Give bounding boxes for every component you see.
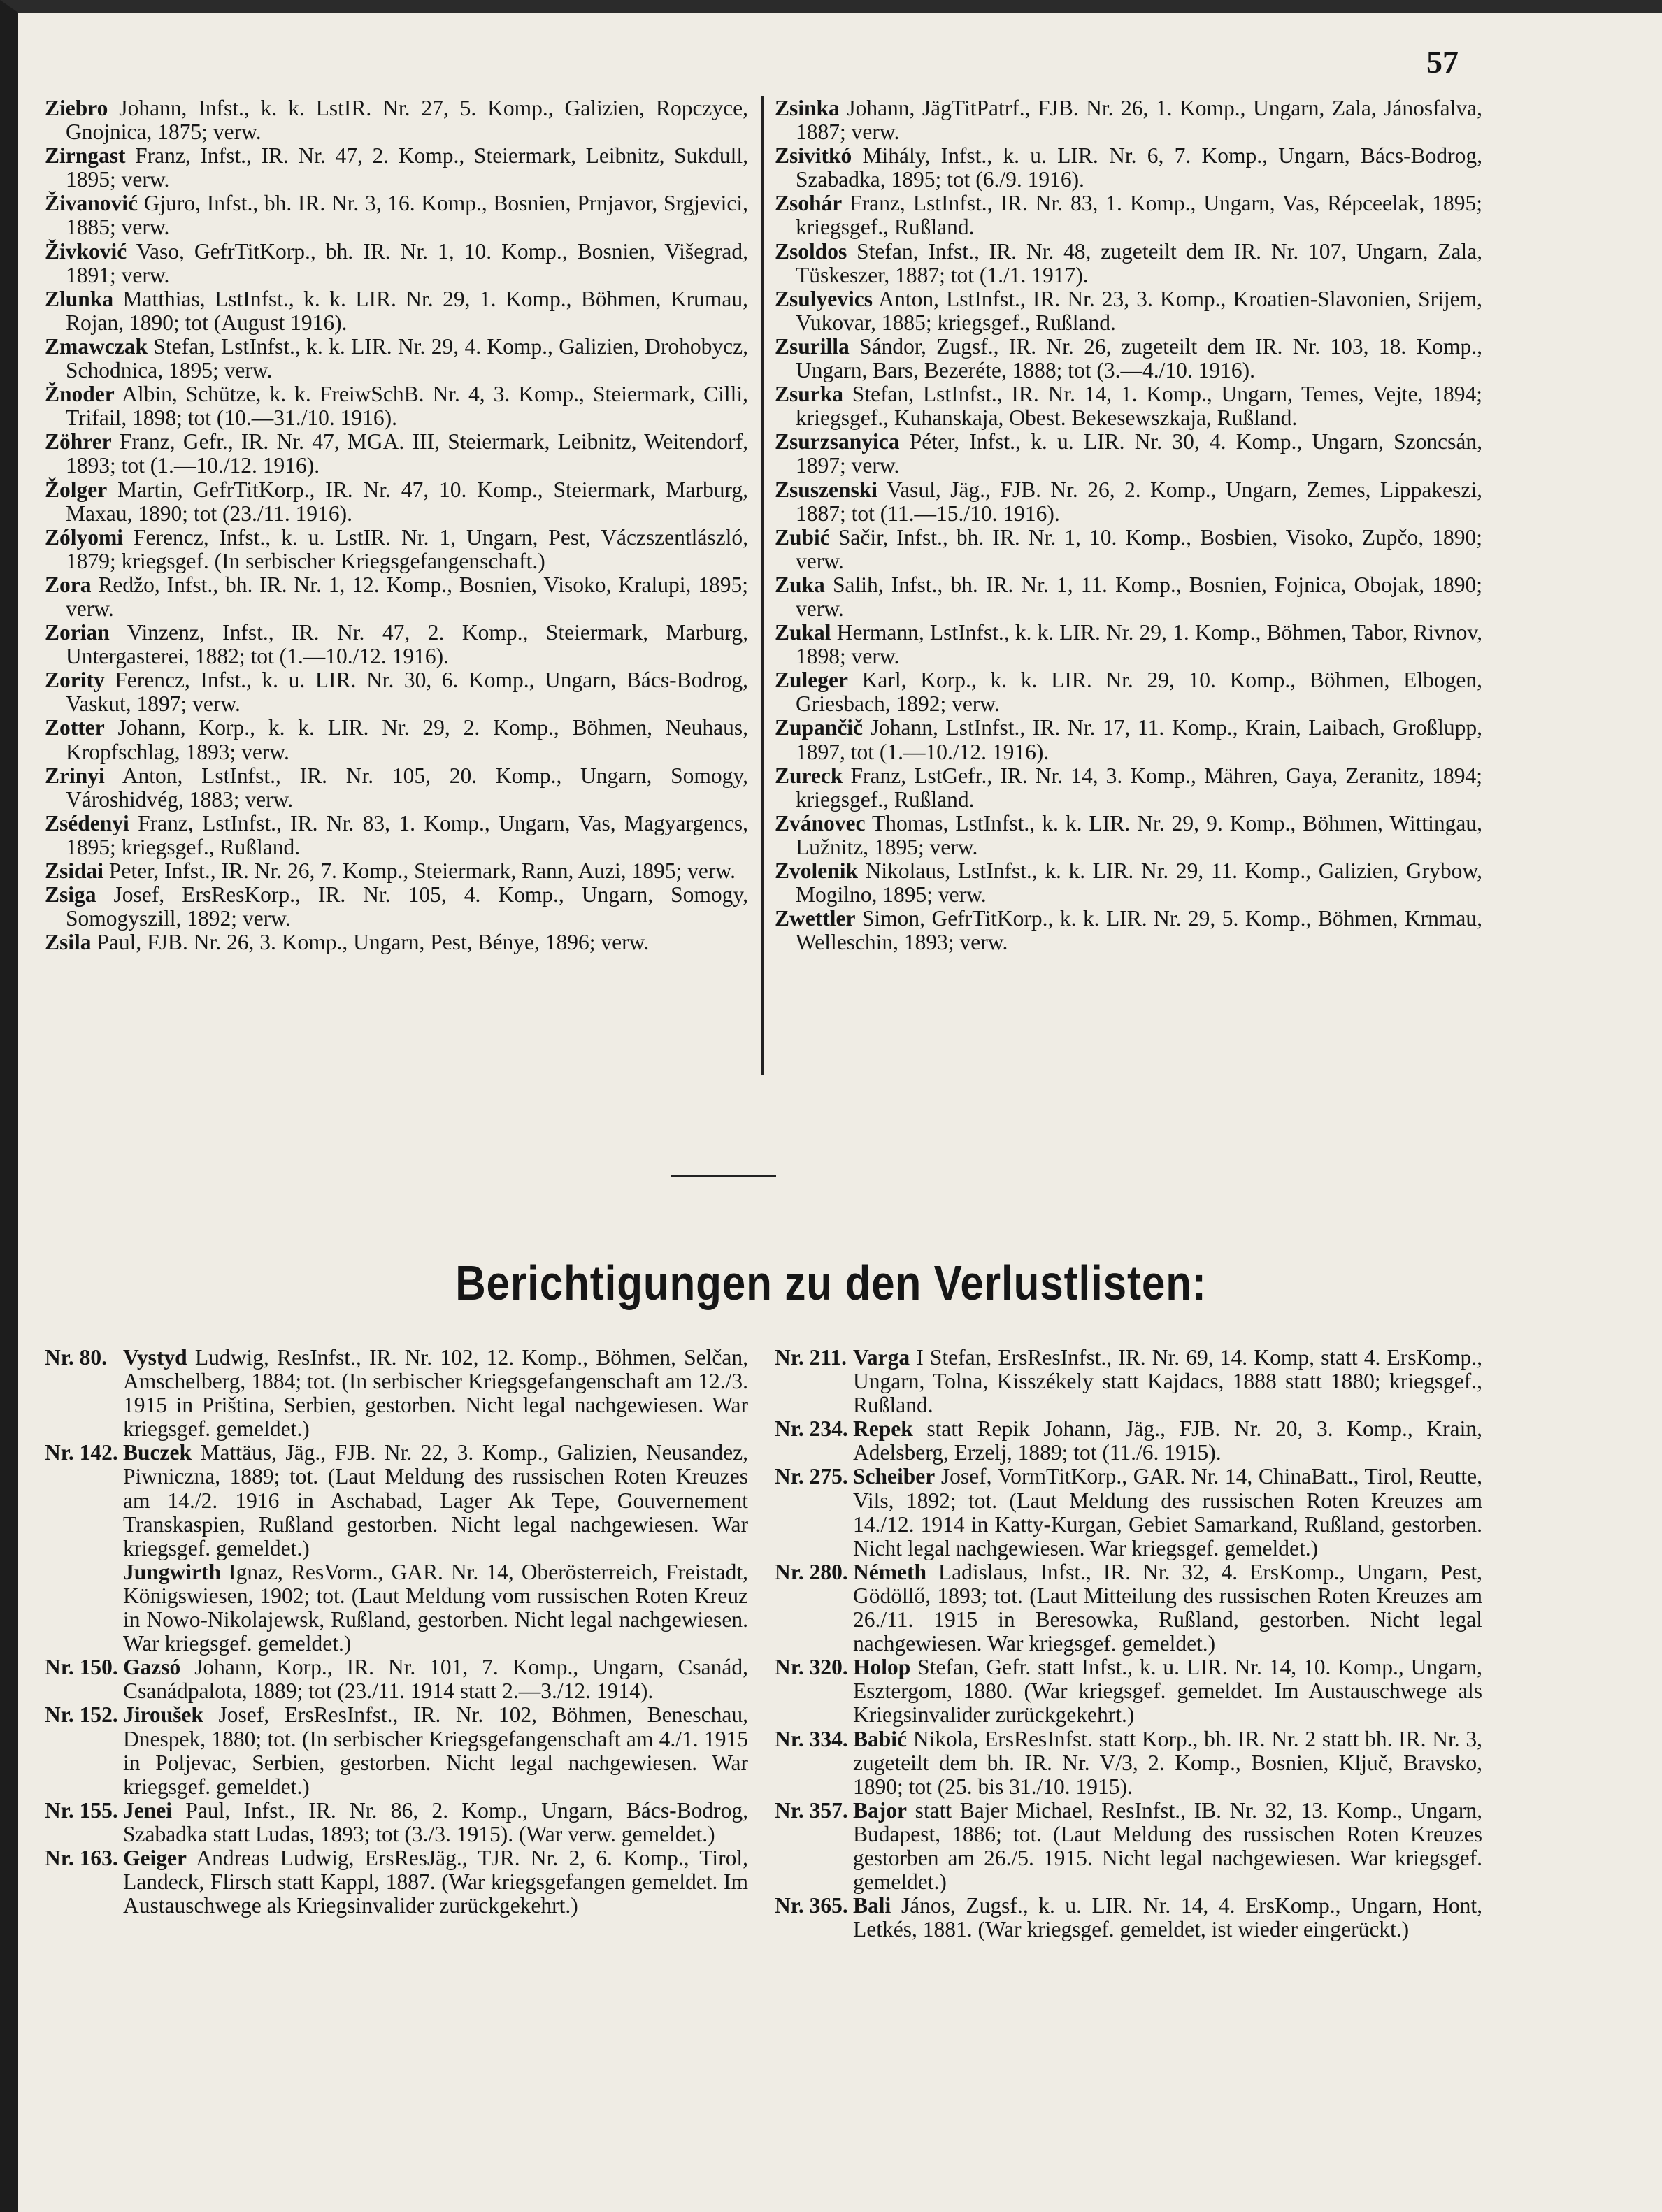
entry-surname: Jiroušek <box>123 1702 203 1728</box>
entry-surname: Zority <box>45 668 105 693</box>
entry-surname: Živanović <box>45 191 138 216</box>
entry-details: Karl, Korp., k. k. LIR. Nr. 29, 10. Komp., Böhmen, Elbogen, Griesbach, 1892; verw. <box>796 668 1482 717</box>
entry-details: János, Zugsf., k. u. LIR. Nr. 14, 4. ErsKomp., Ungarn, Hont, Letkés, 1881. (War kriegsgef. gemeldet, ist wieder eingerückt.) <box>853 1893 1482 1942</box>
column-divider <box>761 96 764 1075</box>
entry-details: Salih, Infst., bh. IR. Nr. 1, 11. Komp., Bosnien, Fojnica, Obojak, 1890; verw. <box>796 572 1482 621</box>
entry-surname: Zsurzsanyica <box>775 429 900 454</box>
list-number: Nr. 280. <box>775 1559 848 1584</box>
entry-surname: Zwettler <box>775 906 856 931</box>
entry-surname: Zsila <box>45 930 92 955</box>
list-entry <box>45 526 748 573</box>
list-entry <box>45 764 748 812</box>
entry-surname: Varga <box>853 1345 910 1370</box>
entry-surname: Bali <box>853 1893 891 1918</box>
corrections-right-column <box>775 1346 1482 1941</box>
entry-surname: Zsurka <box>775 382 844 407</box>
entry-surname: Babić <box>853 1726 908 1751</box>
list-entry <box>45 621 748 668</box>
entry-details: Johann, JägTitPatrf., FJB. Nr. 26, 1. Komp., Ungarn, Zala, Jánosfalva, 1887; verw. <box>796 96 1482 145</box>
entry-details: Stefan, Gefr. statt Infst., k. u. LIR. Nr. 14, 10. Komp., Ungarn, Esztergom, 1880. (War kriegsgef. gemeldet. Im Austauschwege als Kriegsinvalider zurückgekehrt.) <box>853 1655 1482 1728</box>
entry-surname: Zsivitkó <box>775 143 852 168</box>
list-entry <box>775 478 1482 526</box>
entry-details: Matthias, LstInfst., k. k. LIR. Nr. 29, 1. Komp., Böhmen, Krumau, Rojan, 1890; tot (August 1916). <box>66 286 748 335</box>
entry-surname: Zsiga <box>45 882 96 907</box>
entry-details: Vinzenz, Infst., IR. Nr. 47, 2. Komp., Steiermark, Marburg, Untergasterei, 1882; tot (1.—10./12. 1916). <box>66 620 748 669</box>
entry-surname: Zöhrer <box>45 429 112 454</box>
list-entry <box>45 668 748 716</box>
list-number: Nr. 211. <box>775 1345 847 1370</box>
section-divider <box>671 1175 776 1177</box>
entry-surname: Zsinka <box>775 96 840 120</box>
entry-details: Ignaz, ResVorm., GAR. Nr. 14, Oberösterreich, Freistadt, Königswiesen, 1902; tot. (Laut Meldung vom russischen Roten Kreuz in Nowo-Nikolajewsk, Rußland, gestorben. Nicht legal nachgewiesen. War kriegsgef. gemeldet.) <box>123 1559 748 1656</box>
correction-entry <box>775 1728 1482 1799</box>
casualty-list-left-column <box>45 96 748 954</box>
entry-details: Josef, ErsResKorp., IR. Nr. 105, 4. Komp., Ungarn, Somogy, Somogyszill, 1892; verw. <box>66 882 748 931</box>
entry-details: Josef, ErsResInfst., IR. Nr. 102, Böhmen, Beneschau, Dnespek, 1880; tot. (In serbischer Kriegsgefangenschaft am 4./1. 1915 in Poljevac, Serbien, gestorben. Nicht legal nachgewiesen. War kriegsgef. gemeldet.) <box>123 1702 748 1799</box>
corrections-heading: Berichtigungen zu den Verlustlisten: <box>455 1256 1207 1310</box>
entry-details: Johann, Korp., IR. Nr. 101, 7. Komp., Ungarn, Csanád, Csanádpalota, 1889; tot (23./11. 1914 statt 2.—3./12. 1914). <box>123 1655 748 1704</box>
entry-details: Ladislaus, Infst., IR. Nr. 32, 4. ErsKomp., Ungarn, Pest, Gödöllő, 1893; tot. (Laut Mitteilung des russischen Roten Kreuzes am 26./11. 1915 in Beresowka, Rußland, gestorben. Nicht legal nachgewiesen. War kriegsgef. gemeldet.) <box>853 1559 1482 1656</box>
list-entry <box>775 240 1482 287</box>
correction-entry <box>45 1560 748 1656</box>
entry-surname: Zirngast <box>45 143 126 168</box>
entry-surname: Žolger <box>45 477 108 502</box>
entry-details: Nikolaus, LstInfst., k. k. LIR. Nr. 29, 11. Komp., Galizien, Grybow, Mogilno, 1895; verw. <box>796 859 1482 907</box>
correction-entry <box>775 1656 1482 1727</box>
entry-details: statt Repik Johann, Jäg., FJB. Nr. 20, 3. Komp., Krain, Adelsberg, Erzelj, 1889; tot (11./6. 1915). <box>853 1416 1482 1465</box>
entry-details: Stefan, LstInfst., IR. Nr. 14, 1. Komp., Ungarn, Temes, Vejte, 1894; kriegsgef., Kuhanskaja, Obest. Bekesewszkaja, Rußland. <box>796 382 1482 431</box>
list-entry <box>775 192 1482 239</box>
correction-entry <box>775 1417 1482 1465</box>
list-entry <box>775 907 1482 954</box>
list-entry <box>45 335 748 382</box>
list-entry <box>45 144 748 192</box>
entry-surname: Gazsó <box>123 1655 181 1680</box>
correction-entry <box>775 1894 1482 1941</box>
entry-surname: Zsulyevics <box>775 286 873 311</box>
entry-details: Franz, Gefr., IR. Nr. 47, MGA. III, Steiermark, Leibnitz, Weitendorf, 1893; tot (1.—10./12. 1916). <box>66 429 748 478</box>
entry-surname: Zubić <box>775 524 830 550</box>
correction-entry <box>775 1560 1482 1656</box>
list-entry <box>775 764 1482 812</box>
list-entry <box>775 382 1482 430</box>
page-number: 57 <box>1426 44 1459 80</box>
entry-details: Franz, Infst., IR. Nr. 47, 2. Komp., Steiermark, Leibnitz, Sukdull, 1895; verw. <box>66 143 748 192</box>
list-number: Nr. 334. <box>775 1726 848 1751</box>
entry-details: Anton, LstInfst., IR. Nr. 105, 20. Komp., Ungarn, Somogy, Városhidvég, 1883; verw. <box>66 763 748 812</box>
list-entry <box>45 812 748 859</box>
entry-details: Ferencz, Infst., k. u. LstIR. Nr. 1, Ungarn, Pest, Váczszentlászló, 1879; kriegsgef. (In serbischer Kriegsgefangenschaft.) <box>66 524 748 573</box>
list-entry <box>45 287 748 335</box>
entry-surname: Zlunka <box>45 286 114 311</box>
entry-surname: Ziebro <box>45 96 108 120</box>
list-entry <box>775 430 1482 477</box>
entry-details: Péter, Infst., k. u. LIR. Nr. 30, 4. Komp., Ungarn, Szoncsán, 1897; verw. <box>796 429 1482 478</box>
entry-surname: Vystyd <box>123 1345 187 1370</box>
correction-entry <box>45 1346 748 1441</box>
list-entry <box>45 573 748 621</box>
entry-details: Vasul, Jäg., FJB. Nr. 26, 2. Komp., Ungarn, Zemes, Lippakeszi, 1887; tot (11.—15./10. 1916). <box>796 477 1482 526</box>
entry-details: statt Bajer Michael, ResInfst., IB. Nr. 32, 13. Komp., Ungarn, Budapest, 1886; tot. (Laut Meldung des russischen Roten Kreuzes gestorben am 26./5. 1915. Nicht legal nachgewiesen. War kriegsgef. gemeldet.) <box>853 1797 1482 1895</box>
entry-surname: Živković <box>45 238 127 264</box>
entry-surname: Zuka <box>775 572 825 597</box>
list-entry <box>45 192 748 239</box>
list-number: Nr. 163. <box>45 1845 118 1870</box>
entry-details: Paul, Infst., IR. Nr. 86, 2. Komp., Ungarn, Bács-Bodrog, Szabadka statt Ludas, 1893; tot (3./3. 1915). (War verw. gemeldet.) <box>123 1797 748 1846</box>
entry-details: Franz, LstInfst., IR. Nr. 83, 1. Komp., Ungarn, Vas, Répceelak, 1895; kriegsgef., Rußland. <box>796 191 1482 240</box>
list-entry <box>775 812 1482 859</box>
entry-details: Thomas, LstInfst., k. k. LIR. Nr. 29, 9. Komp., Böhmen, Wittingau, Lužnitz, 1895; verw. <box>796 810 1482 859</box>
entry-details: Anton, LstInfst., IR. Nr. 23, 3. Komp., Kroatien-Slavonien, Srijem, Vukovar, 1885; kriegsgef., Rußland. <box>796 286 1482 335</box>
entry-details: Martin, GefrTitKorp., IR. Nr. 47, 10. Komp., Steiermark, Marburg, Maxau, 1890; tot (23./11. 1916). <box>66 477 748 526</box>
list-number: Nr. 155. <box>45 1797 118 1823</box>
correction-entry <box>775 1799 1482 1894</box>
list-number: Nr. 365. <box>775 1893 848 1918</box>
list-entry <box>775 335 1482 382</box>
entry-details: Franz, LstInfst., IR. Nr. 83, 1. Komp., Ungarn, Vas, Magyargencs, 1895; kriegsgef., Rußland. <box>66 810 748 859</box>
entry-details: Ferencz, Infst., k. u. LIR. Nr. 30, 6. Komp., Ungarn, Bács-Bodrog, Vaskut, 1897; verw. <box>66 668 748 717</box>
entry-surname: Repek <box>853 1416 913 1442</box>
entry-surname: Geiger <box>123 1845 187 1870</box>
list-entry <box>45 382 748 430</box>
entry-details: Gjuro, Infst., bh. IR. Nr. 3, 16. Komp., Bosnien, Prnjavor, Srgjevici, 1885; verw. <box>66 191 748 240</box>
entry-surname: Németh <box>853 1559 926 1584</box>
entry-details: Mihály, Infst., k. u. LIR. Nr. 6, 7. Komp., Ungarn, Bács-Bodrog, Szabadka, 1895; tot (6./9. 1916). <box>796 143 1482 192</box>
list-entry <box>45 883 748 931</box>
entry-details: Stefan, Infst., IR. Nr. 48, zugeteilt dem IR. Nr. 107, Ungarn, Zala, Tüskeszer, 1887; tot (1./1. 1917). <box>796 238 1482 287</box>
entry-details: Peter, Infst., IR. Nr. 26, 7. Komp., Steiermark, Rann, Auzi, 1895; verw. <box>103 859 736 883</box>
entry-surname: Zora <box>45 572 92 597</box>
entry-surname: Zsuszenski <box>775 477 878 502</box>
list-entry <box>775 621 1482 668</box>
list-entry <box>775 859 1482 907</box>
list-entry <box>45 859 748 883</box>
entry-surname: Zorian <box>45 620 110 645</box>
entry-surname: Holop <box>853 1655 911 1680</box>
entry-details: Paul, FJB. Nr. 26, 3. Komp., Ungarn, Pest, Bénye, 1896; verw. <box>91 930 650 955</box>
list-number: Nr. 142. <box>45 1440 118 1465</box>
entry-surname: Zsurilla <box>775 333 850 359</box>
entry-surname: Zmawczak <box>45 333 148 359</box>
entry-details: Redžo, Infst., bh. IR. Nr. 1, 12. Komp., Bosnien, Visoko, Kralupi, 1895; verw. <box>66 572 748 621</box>
correction-entry <box>45 1799 748 1846</box>
list-entry <box>45 96 748 144</box>
entry-surname: Zuleger <box>775 668 848 693</box>
list-entry <box>775 668 1482 716</box>
list-entry <box>775 573 1482 621</box>
entry-surname: Zsoldos <box>775 238 847 264</box>
entry-surname: Zrinyi <box>45 763 105 788</box>
correction-entry <box>775 1465 1482 1560</box>
entry-details: Andreas Ludwig, ErsResJäg., TJR. Nr. 2, 6. Komp., Tirol, Landeck, Flirsch statt Kappl, 1887. (War kriegsgefangen gemeldet. Im Austauschwege als Kriegsinvalider zurückgekehrt.) <box>123 1845 748 1918</box>
entry-details: Hermann, LstInfst., k. k. LIR. Nr. 29, 1. Komp., Böhmen, Tabor, Rivnov, 1898; verw. <box>796 620 1482 669</box>
entry-details: Albin, Schütze, k. k. FreiwSchB. Nr. 4, 3. Komp., Steiermark, Cilli, Trifail, 1898; tot (10.—31./10. 1916). <box>66 382 748 431</box>
entry-details: Sačir, Infst., bh. IR. Nr. 1, 10. Komp., Bosbien, Visoko, Zupčo, 1890; verw. <box>796 524 1482 573</box>
correction-entry <box>45 1846 748 1918</box>
list-entry <box>45 716 748 763</box>
entry-details: Johann, Korp., k. k. LIR. Nr. 29, 2. Komp., Böhmen, Neuhaus, Kropfschlag, 1893; verw. <box>66 715 748 764</box>
casualty-list-right-column <box>775 96 1482 954</box>
list-number: Nr. 234. <box>775 1416 848 1442</box>
list-number: Nr. 152. <box>45 1702 118 1728</box>
entry-details: Nikola, ErsResInfst. statt Korp., bh. IR. Nr. 2 statt bh. IR. Nr. 3, zugeteilt dem bh. IR. Nr. V/3, 2. Komp., Bosnien, Ključ, Bravsko, 1890; tot (25. bis 31./10. 1915). <box>853 1726 1482 1799</box>
list-entry <box>775 526 1482 573</box>
list-entry <box>45 478 748 526</box>
correction-entry <box>45 1656 748 1703</box>
list-entry <box>45 240 748 287</box>
list-entry <box>775 144 1482 192</box>
list-entry <box>775 287 1482 335</box>
entry-surname: Zsohár <box>775 191 843 216</box>
list-number: Nr. 275. <box>775 1464 848 1489</box>
entry-details: Ludwig, ResInfst., IR. Nr. 102, 12. Komp., Böhmen, Selčan, Amschelberg, 1884; tot. (In serbischer Kriegsgefangenschaft am 12./3. 1915 in Priština, Serbien, gestorben. Nicht legal nachgewiesen. War kriegsgef. gemeldet.) <box>123 1345 748 1442</box>
entry-details: Vaso, GefrTitKorp., bh. IR. Nr. 1, 10. Komp., Bosnien, Višegrad, 1891; verw. <box>66 238 748 287</box>
entry-surname: Zvolenik <box>775 859 859 883</box>
list-entry <box>45 931 748 954</box>
entry-surname: Bajor <box>853 1797 907 1823</box>
entry-details: Stefan, LstInfst., k. k. LIR. Nr. 29, 4. Komp., Galizien, Drohobycz, Schodnica, 1895; verw. <box>66 333 748 383</box>
entry-details: Franz, LstGefr., IR. Nr. 14, 3. Komp., Mähren, Gaya, Zeranitz, 1894; kriegsgef., Rußland. <box>796 763 1482 812</box>
entry-surname: Žnoder <box>45 382 115 407</box>
entry-details: Johann, Infst., k. k. LstIR. Nr. 27, 5. Komp., Galizien, Ropczyce, Gnojnica, 1875; verw. <box>66 96 748 145</box>
entry-surname: Zotter <box>45 715 105 740</box>
correction-entry <box>45 1441 748 1560</box>
list-entry <box>45 430 748 477</box>
list-number: Nr. 80. <box>45 1345 107 1370</box>
entry-details: Simon, GefrTitKorp., k. k. LIR. Nr. 29, 5. Komp., Böhmen, Krnmau, Welleschin, 1893; verw. <box>796 906 1482 955</box>
entry-surname: Zureck <box>775 763 843 788</box>
list-number: Nr. 320. <box>775 1655 848 1680</box>
correction-entry <box>775 1346 1482 1417</box>
entry-surname: Jungwirth <box>123 1559 222 1584</box>
entry-surname: Zukal <box>775 620 831 645</box>
entry-details: I Stefan, ErsResInfst., IR. Nr. 69, 14. Komp, statt 4. ErsKomp., Ungarn, Tolna, Kisszékely statt Kajdacs, 1888 statt 1880; kriegsgef., Rußland. <box>853 1345 1482 1418</box>
list-entry <box>775 96 1482 144</box>
entry-surname: Scheiber <box>853 1464 936 1489</box>
entry-details: Johann, LstInfst., IR. Nr. 17, 11. Komp., Krain, Laibach, Großlupp, 1897, tot (1.—10./12. 1916). <box>796 715 1482 764</box>
entry-surname: Zsidai <box>45 859 104 883</box>
entry-surname: Zólyomi <box>45 524 124 550</box>
corrections-left-column <box>45 1346 748 1918</box>
correction-entry <box>45 1703 748 1798</box>
entry-surname: Jenei <box>123 1797 172 1823</box>
entry-details: Mattäus, Jäg., FJB. Nr. 22, 3. Komp., Galizien, Neusandez, Piwniczna, 1889; tot. (Laut Meldung des russischen Roten Kreuzes am 14./2. 1916 in Aschabad, Lager Ak Tepe, Gouvernement Transkaspien, Rußland gestorben. Nicht legal nachgewiesen. War kriegsgef. gemeldet.) <box>123 1440 748 1560</box>
entry-details: Sándor, Zugsf., IR. Nr. 26, zugeteilt dem IR. Nr. 103, 18. Komp., Ungarn, Bars, Bezeréte, 1888; tot (3.—4./10. 1916). <box>796 333 1482 383</box>
entry-surname: Zupančič <box>775 715 864 740</box>
entry-details: Josef, VormTitKorp., GAR. Nr. 14, ChinaBatt., Tirol, Reutte, Vils, 1892; tot. (Laut Meldung des russischen Roten Kreuzes am 14./12. 1914 in Katty-Kurgan, Gebiet Samarkand, Rußland, gestorben. Nicht legal nachgewiesen. War kriegsgef. gemeldet.) <box>853 1464 1482 1560</box>
entry-surname: Zsédenyi <box>45 810 129 835</box>
list-number: Nr. 150. <box>45 1655 118 1680</box>
entry-surname: Buczek <box>123 1440 192 1465</box>
list-entry <box>775 716 1482 763</box>
entry-surname: Zvánovec <box>775 810 866 835</box>
list-number: Nr. 357. <box>775 1797 848 1823</box>
